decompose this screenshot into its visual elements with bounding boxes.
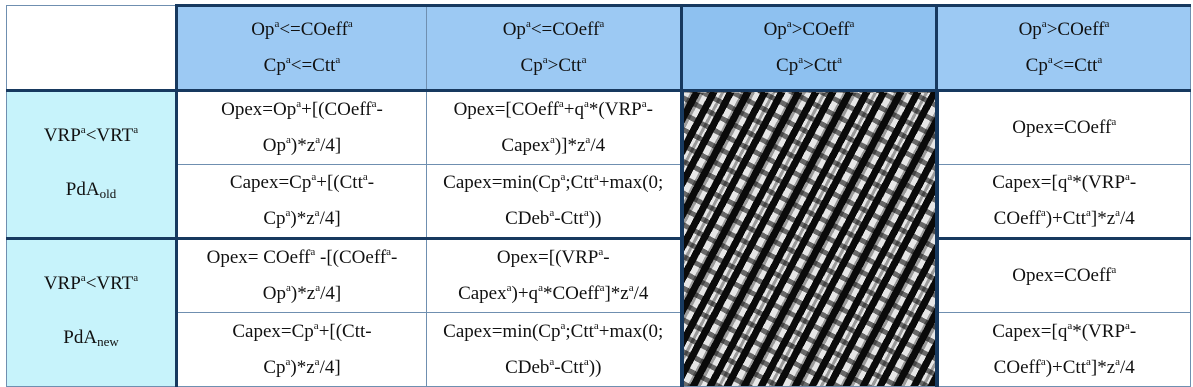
opex-old-col-2: $Opex=[COeff^a+q^a*(VRP^a-$ $Capex^a)]*z^a/4$ (427, 91, 682, 165)
header-col-4: $Op^a>COeff^a$ $Cp^a<=Ctt^a$ (937, 6, 1191, 91)
opex-old-col-4: Opex=COeff$^a$ (937, 91, 1191, 165)
row-label-new: $VRP^a<VRT^a$ PdA$_{new}$ (7, 239, 177, 387)
hatched-empty-cell (682, 91, 937, 387)
row-label-old: $VRP^a<VRT^a$ PdA$_{old}$ (7, 91, 177, 239)
header-col-2: $Op^a<=COeff^a$ $Cp^a>Ctt^a$ (427, 6, 682, 91)
header-col-3: $Op^a>COeff^a$ $Cp^a>Ctt^a$ (682, 6, 937, 91)
formula-table (6, 4, 1191, 387)
capex-old-col-2: $Capex=\min(Cp^a;Ctt^a+\max(0$; CDeb$^a$-Ctt$^a$)) (427, 165, 682, 239)
opex-new-col-1: Opex= COeff$^a$ -[(COeff$^a$- $Op^a)*z^a/4$] (177, 239, 427, 313)
capex-old-col-1: $Capex=Cp^a+[(Ctt^a-$ $Cp^a)*z^a/4$] (177, 165, 427, 239)
capex-new-col-4: $Capex=[q^a*(VRP^a-$ $COeff^a)+Ctt^a]*z^a/4$ (937, 313, 1191, 387)
opex-old-col-1: $Opex=Op^a+[(COeff^a-$ $Op^a)*z^a/4$] (177, 91, 427, 165)
header-col-1: $Op^a<=COeff^a$ $Cp^a<=Ctt^a$ (177, 6, 427, 91)
corner-cell (7, 6, 177, 91)
capex-new-col-1: $Capex=Cp^a+[(Ctt-$ $Cp^a)*z^a/4$] (177, 313, 427, 387)
capex-new-col-2: $Capex=\min(Cp^a;Ctt^a+\max(0$; CDeb$^a$-Ctt$^a$)) (427, 313, 682, 387)
opex-new-col-4: Opex=COeff$^a$ (937, 239, 1191, 313)
opex-new-col-2: $Opex=[(VRP^a-$ $Capex^a)+q^a*COeff^a]*z^a/4$ (427, 239, 682, 313)
capex-old-col-4: $Capex=[q^a*(VRP^a-$ $COeff^a)+Ctt^a]*z^a/4$ (937, 165, 1191, 239)
